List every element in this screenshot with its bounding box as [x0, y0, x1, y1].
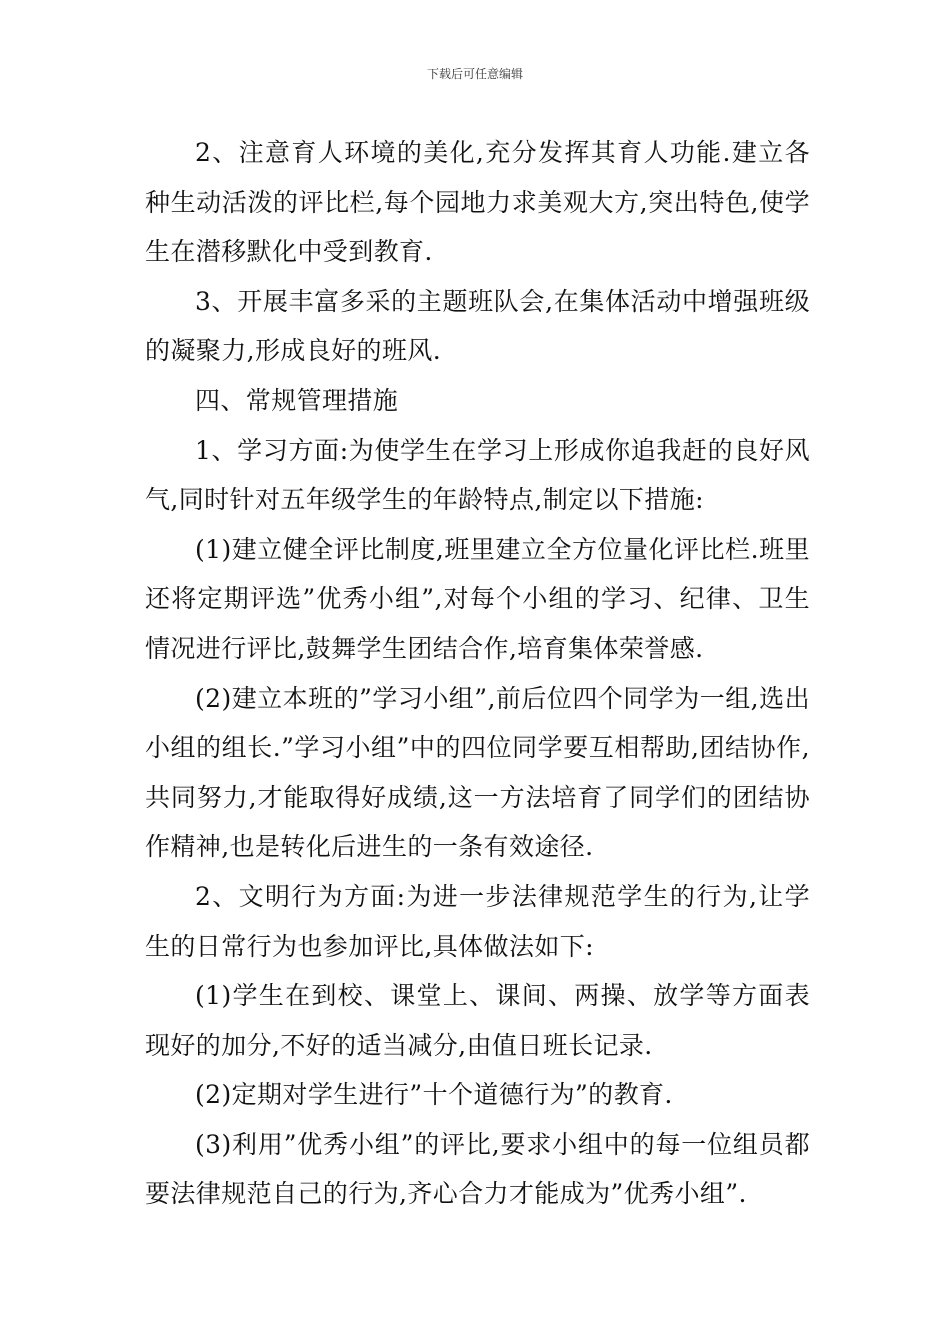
paragraph-study-groups: (2)建立本班的”学习小组”,前后位四个同学为一组,选出小组的组长.”学习小组”中的四位同学要互相帮助,团结协作,共同努力,才能取得好成绩,这一方法培育了同学们的团结协作精神,也是转化后进生的一条有效途径.: [145, 683, 810, 862]
document-body: [145, 128, 810, 1219]
paragraph-environment: 2、注意育人环境的美化,充分发挥其育人功能.建立各种生动活泼的评比栏,每个园地力求美观大方,突出特色,使学生在潜移默化中受到教育.: [145, 138, 810, 267]
paragraph-evaluation-system: (1)建立健全评比制度,班里建立全方位量化评比栏.班里还将定期评选”优秀小组”,对每个小组的学习、纪律、卫生情况进行评比,鼓舞学生团结合作,培育集体荣誉感.: [145, 534, 810, 663]
page-header-note: 下载后可任意编辑: [426, 67, 523, 81]
paragraph-moral-education: (2)定期对学生进行”十个道德行为”的教育.: [195, 1080, 673, 1110]
paragraph-class-meeting: 3、开展丰富多采的主题班队会,在集体活动中增强班级的凝聚力,形成良好的班风.: [145, 286, 810, 366]
paragraph-points-record: (1)学生在到校、课堂上、课间、两操、放学等方面表现好的加分,不好的适当减分,由值日班长记录.: [145, 981, 810, 1060]
paragraph-excellent-group: (3)利用”优秀小组”的评比,要求小组中的每一位组员都要法律规范自己的行为,齐心合力才能成为”优秀小组”.: [145, 1129, 810, 1209]
paragraph-study-aspect: 1、学习方面:为使学生在学习上形成你追我赶的良好风气,同时针对五年级学生的年龄特点,制定以下措施:: [145, 435, 810, 515]
section-heading-routine-management: 四、常规管理措施: [195, 385, 399, 415]
paragraph-civilized-behavior: 2、文明行为方面:为进一步法律规范学生的行为,让学生的日常行为也参加评比,具体做法如下:: [145, 881, 810, 961]
